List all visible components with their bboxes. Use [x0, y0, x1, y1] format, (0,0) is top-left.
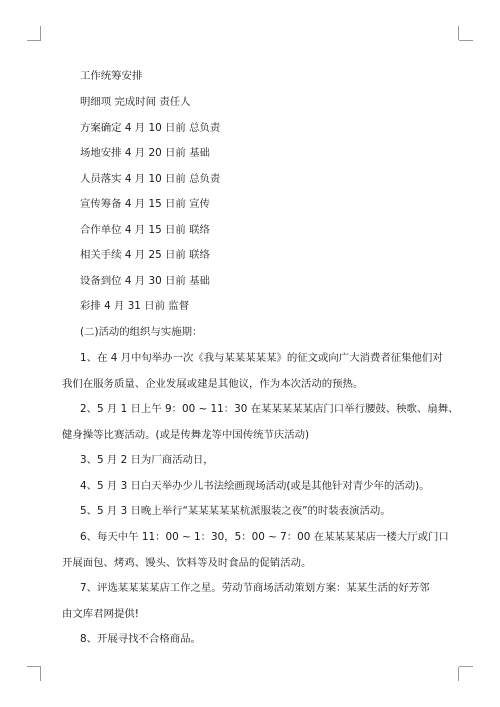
schedule-row: 人员落实 4 月 10 日前 总负责 [80, 173, 221, 185]
crop-mark-top-right-vertical [458, 26, 459, 40]
schedule-row: 方案确定 4 月 10 日前 总负责 [80, 122, 221, 134]
paragraph-line: 3、5 月 2 日为厂商活动日， [80, 454, 214, 466]
paragraph-line: 开展面包、烤鸡、馒头、饮料等及时食品的促销活动。 [62, 557, 312, 569]
paragraph-line: 4、5 月 3 日白天举办少儿书法绘画现场活动(或是其他针对青少年的活动)。 [80, 480, 430, 492]
crop-mark-bottom-right-vertical [458, 667, 459, 681]
paragraph-line: 我们在服务质量、企业发展或建是其他议，作为本次活动的预热。 [62, 378, 364, 390]
crop-mark-top-left-horizontal [27, 40, 41, 41]
crop-mark-bottom-left-horizontal [27, 666, 41, 667]
section-heading-schedule: 工作统筹安排 [80, 70, 143, 82]
paragraph-line: 1、在 4 月中旬举办一次《我与某某某某某》的征文或向广大消费者征集他们对 [80, 352, 443, 364]
schedule-header-row: 明细项 完成时间 责任人 [80, 96, 191, 108]
paragraph-line: 健身操等比赛活动。(或是传舞龙等中国传统节庆活动) [62, 429, 310, 441]
schedule-row: 设备到位 4 月 30 日前 基础 [80, 275, 210, 287]
crop-mark-bottom-left-vertical [40, 667, 41, 681]
schedule-row: 场地安排 4 月 20 日前 基础 [80, 147, 210, 159]
schedule-row: 彩排 4 月 31 日前 监督 [80, 300, 190, 312]
paragraph-line: 2、5 月 1 日上午 9：00 ~ 11：30 在某某某某某店门口举行腰鼓、秧歌、扇舞、 [80, 403, 459, 415]
paragraph-line: 5、5 月 3 日晚上举行“某某某某某杭派服装之夜”的时装表演活动。 [80, 505, 391, 517]
paragraph-line: 7、评选某某某某店工作之星。劳动节商场活动策划方案：某某生活的好芳邻 [80, 582, 430, 594]
schedule-row: 宣传筹备 4 月 15 日前 宣传 [80, 198, 210, 210]
paragraph-line: 6、每天中午 11：00 ~ 1：30，5：00 ~ 7：00 在某某某某店一楼大厅或门口 [80, 531, 449, 543]
crop-mark-bottom-right-horizontal [459, 666, 473, 667]
paragraph-line: 8、开展寻找不合格商品。 [80, 633, 201, 645]
schedule-row: 相关手续 4 月 25 日前 联络 [80, 249, 210, 261]
crop-mark-top-left-vertical [40, 26, 41, 40]
section-heading-implementation: (二)活动的组织与实施期： [80, 326, 203, 338]
paragraph-line: 由文库君网提供! [62, 608, 139, 620]
schedule-row: 合作单位 4 月 15 日前 联络 [80, 224, 210, 236]
crop-mark-top-right-horizontal [459, 40, 473, 41]
